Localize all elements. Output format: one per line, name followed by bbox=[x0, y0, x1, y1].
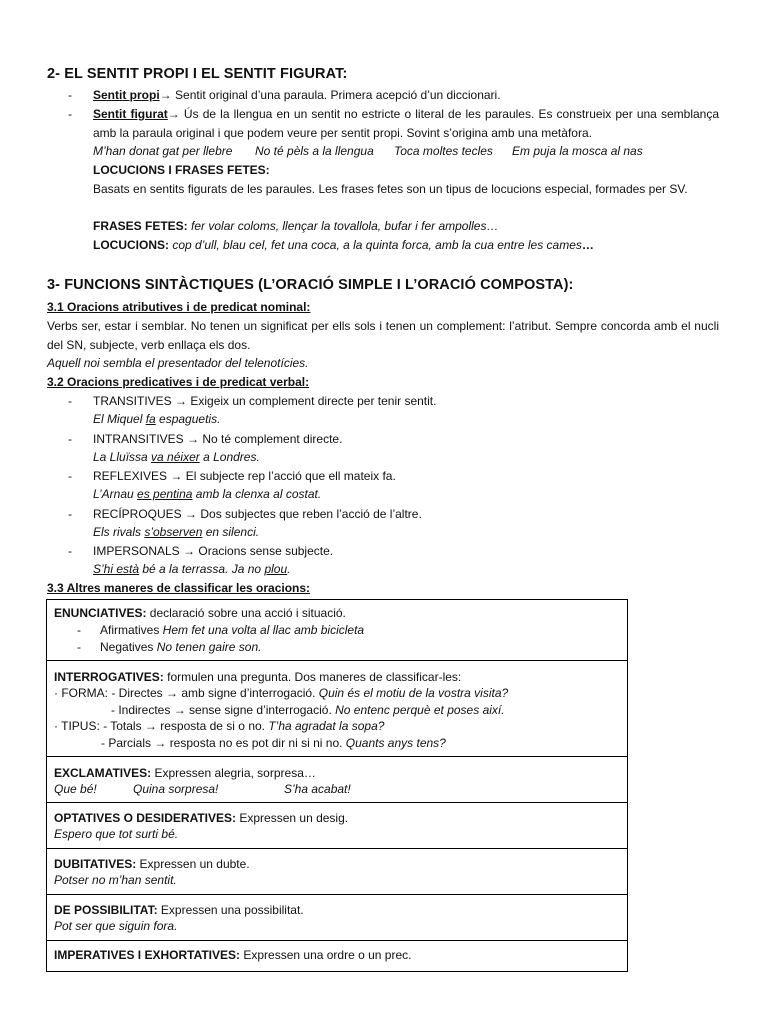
possibilitat-label: DE POSSIBILITAT: bbox=[54, 903, 158, 917]
bullet-dash: - bbox=[68, 88, 72, 102]
enunciatives-label: ENUNCIATIVES: bbox=[54, 606, 147, 620]
intransitives-item bbox=[93, 432, 342, 446]
intransitives-label: INTRANSITIVES bbox=[93, 432, 184, 446]
possibilitat-line bbox=[54, 903, 304, 917]
reflexives-example bbox=[93, 487, 321, 501]
section-3-title: 3- FUNCIONS SINTÀCTIQUES (L’ORACIÓ SIMPLE I L’ORACIÓ COMPOSTA): bbox=[47, 277, 574, 293]
example-1: M’han donat gat per llebre bbox=[93, 144, 233, 158]
transitives-text: Exigeix un complement directe per tenir sentit. bbox=[190, 394, 437, 408]
impersonals-item bbox=[93, 544, 333, 558]
transitives-example bbox=[93, 412, 220, 426]
reflexives-item bbox=[93, 469, 396, 483]
imperatives-box bbox=[46, 940, 628, 972]
frases-fetes-text: fer volar coloms, llençar la tovallola, bufar i fer ampolles… bbox=[187, 219, 499, 233]
dubitatives-label: DUBITATIVES: bbox=[54, 857, 137, 871]
arrow: → bbox=[171, 394, 191, 408]
interrogatives-box bbox=[46, 660, 628, 757]
tipus-totals-example: T’ha agradat la sopa? bbox=[265, 719, 385, 733]
negatives-line bbox=[100, 640, 261, 654]
sentit-propi-text: Sentit original d’una paraula. Primera acepció d’un diccionari. bbox=[175, 88, 501, 102]
example-2: No té pèls a la llengua bbox=[255, 144, 374, 158]
exclamatives-box bbox=[46, 756, 628, 803]
transitives-item bbox=[93, 394, 436, 408]
dubitatives-example: Potser no m’han sentit. bbox=[54, 873, 177, 887]
ellipsis: … bbox=[581, 238, 594, 252]
reflexives-label: REFLEXIVES bbox=[93, 469, 168, 483]
example-pre: La Lluïssa bbox=[93, 450, 152, 464]
bullet-dash: - bbox=[68, 507, 72, 521]
afirmatives-example: Hem fet una volta al llac amb bicicleta bbox=[159, 623, 365, 637]
tipus-totals-label: · TIPUS: - Totals bbox=[54, 719, 142, 733]
locucions-line bbox=[93, 238, 594, 252]
bullet-dash: - bbox=[68, 107, 72, 121]
intransitives-example bbox=[93, 450, 260, 464]
tipus-totals-text: resposta de si o no. bbox=[160, 719, 265, 733]
example-pre: Els rivals bbox=[93, 525, 145, 539]
intransitives-text: No té complement directe. bbox=[202, 432, 343, 446]
sentit-figurat-text: Ús de la llengua en un sentit no estricte o literal de les paraules. Es construeix per una semblança amb la paraula original i que podem veure per sentit propi. Sovint s’origina amb una metàfora. bbox=[93, 107, 720, 140]
arrow: → bbox=[151, 736, 170, 750]
exclamatives-example-1: Que bé! bbox=[54, 782, 97, 796]
example-pre: El Miquel bbox=[93, 412, 146, 426]
example-underlined: es pentina bbox=[137, 487, 193, 501]
example-underlined: s’observen bbox=[144, 525, 203, 539]
impersonals-text: Oracions sense subjecte. bbox=[198, 544, 334, 558]
example-post: espaguetis. bbox=[155, 412, 221, 426]
dubitatives-line bbox=[54, 857, 250, 871]
tipus-parcials-line bbox=[101, 736, 446, 750]
subsection-3-2-heading: 3.2 Oracions predicatives i de predicat verbal: bbox=[47, 375, 310, 389]
reflexives-text: El subjecte rep l’acció que ell mateix fa. bbox=[185, 469, 396, 483]
subsection-3-3-heading: 3.3 Altres maneres de classificar les oracions: bbox=[47, 581, 311, 595]
imperatives-line bbox=[54, 948, 411, 962]
possibilitat-example: Pot ser que siguin fora. bbox=[54, 919, 178, 933]
forma-directes-line bbox=[54, 686, 508, 700]
bullet-dash: - bbox=[68, 544, 72, 558]
optatives-line bbox=[54, 811, 348, 825]
example-post-2: . bbox=[287, 562, 291, 576]
tipus-parcials-label: - Parcials bbox=[101, 736, 152, 750]
bullet-dash: - bbox=[68, 394, 72, 408]
interrogatives-label: INTERROGATIVES: bbox=[54, 670, 164, 684]
example-4: Em puja la mosca al nas bbox=[512, 144, 643, 158]
subsection-3-1-example: Aquell noi sembla el presentador del telenotícies. bbox=[47, 356, 309, 370]
arrow: → bbox=[179, 544, 199, 558]
dubitatives-box bbox=[46, 848, 628, 895]
interrogatives-text: formulen una pregunta. Dos maneres de classificar-les: bbox=[163, 670, 462, 684]
afirmatives-line bbox=[100, 623, 364, 637]
possibilitat-text: Expressen una possibilitat. bbox=[157, 903, 304, 917]
arrow: → bbox=[183, 432, 203, 446]
forma-indirectes-line bbox=[111, 703, 505, 717]
forma-directes-text: amb signe d’interrogació. bbox=[181, 686, 316, 700]
optatives-label: OPTATIVES O DESIDERATIVES: bbox=[54, 811, 237, 825]
bullet-dash: - bbox=[77, 623, 81, 637]
tipus-parcials-example: Quants anys tens? bbox=[342, 736, 446, 750]
locucions-text: Basats en sentits figurats de les paraules. Les frases fetes son un tipus de locucions especial, formades per SV. bbox=[93, 182, 688, 196]
transitives-label: TRANSITIVES bbox=[93, 394, 172, 408]
arrow: → bbox=[167, 107, 184, 121]
impersonals-example bbox=[93, 562, 290, 576]
section-2-title: 2- EL SENTIT PROPI I EL SENTIT FIGURAT: bbox=[47, 66, 348, 82]
negatives-example: No tenen gaire son. bbox=[153, 640, 262, 654]
bullet-dash: - bbox=[77, 640, 81, 654]
forma-directes-example: Quin és el motiu de la vostra visita? bbox=[315, 686, 509, 700]
arrow: → bbox=[141, 719, 161, 733]
example-underlined: S’hi està bbox=[93, 562, 140, 576]
forma-indirectes-label: - Indirectes bbox=[111, 703, 171, 717]
negatives-label: Negatives bbox=[100, 640, 154, 654]
tipus-totals-line bbox=[54, 719, 384, 733]
sentit-propi-item bbox=[93, 88, 501, 102]
enunciatives-line bbox=[54, 606, 346, 620]
impersonals-label: IMPERSONALS bbox=[93, 544, 180, 558]
arrow: → bbox=[181, 507, 201, 521]
example-underlined: fa bbox=[145, 412, 156, 426]
forma-directes-label: · FORMA: - Directes bbox=[54, 686, 163, 700]
example-post: bé a la terrassa. Ja no bbox=[139, 562, 265, 576]
exclamatives-example-3: S’ha acabat! bbox=[284, 782, 351, 796]
exclamatives-text: Expressen alegria, sorpresa… bbox=[151, 766, 316, 780]
locucions-label: LOCUCIONS: bbox=[93, 238, 169, 252]
enunciatives-box bbox=[46, 599, 628, 661]
reciproques-text: Dos subjectes que reben l’acció de l’altre. bbox=[200, 507, 422, 521]
reciproques-example bbox=[93, 525, 259, 539]
afirmatives-label: Afirmatives bbox=[100, 623, 160, 637]
example-3: Toca moltes tecles bbox=[394, 144, 493, 158]
example-post: amb la clenxa al costat. bbox=[192, 487, 322, 501]
reciproques-item bbox=[93, 507, 422, 521]
reciproques-label: RECÍPROQUES bbox=[93, 507, 182, 521]
locucions-text-examples: cop d’ull, blau cel, fet una coca, a la quinta forca, amb la cua entre les cames bbox=[169, 238, 582, 252]
example-post: en silenci. bbox=[202, 525, 260, 539]
imperatives-label: IMPERATIVES I EXHORTATIVES: bbox=[54, 948, 241, 962]
tipus-parcials-text: resposta no es pot dir ni si ni no. bbox=[169, 736, 343, 750]
example-underlined-2: plou bbox=[264, 562, 288, 576]
sentit-figurat-item bbox=[93, 105, 719, 142]
exclamatives-example-2: Quina sorpresa! bbox=[133, 782, 219, 796]
bullet-dash: - bbox=[68, 432, 72, 446]
exclamatives-line bbox=[54, 766, 316, 780]
dubitatives-text: Expressen un dubte. bbox=[136, 857, 250, 871]
interrogatives-line bbox=[54, 670, 461, 684]
possibilitat-box bbox=[46, 894, 628, 941]
frases-fetes-line bbox=[93, 219, 498, 233]
arrow: → bbox=[162, 686, 182, 700]
example-post: a Londres. bbox=[199, 450, 260, 464]
example-pre: L’Arnau bbox=[93, 487, 138, 501]
subsection-3-1-heading: 3.1 Oracions atributives i de predicat nominal: bbox=[47, 300, 311, 314]
enunciatives-text: declaració sobre una acció i situació. bbox=[146, 606, 346, 620]
subsection-3-1-text: Verbs ser, estar i semblar. No tenen un significat per ells sols i tenen un complement: l’atribut. Sempre concorda amb el nucli del SN, subjecte, verb enllaça els dos. bbox=[47, 319, 719, 352]
optatives-box bbox=[46, 802, 628, 849]
imperatives-text: Expressen una ordre o un prec. bbox=[240, 948, 412, 962]
locucions-heading: LOCUCIONS I FRASES FETES: bbox=[93, 163, 270, 177]
arrow: → bbox=[167, 469, 186, 483]
forma-indirectes-example: No entenc perquè et poses així. bbox=[331, 703, 505, 717]
example-underlined: va néixer bbox=[151, 450, 200, 464]
arrow: → bbox=[170, 703, 190, 717]
frases-fetes-label: FRASES FETES: bbox=[93, 219, 188, 233]
optatives-text: Expressen un desig. bbox=[236, 811, 349, 825]
sentit-figurat-term: Sentit figurat bbox=[93, 107, 168, 121]
exclamatives-label: EXCLAMATIVES: bbox=[54, 766, 152, 780]
sentit-propi-term: Sentit propi bbox=[93, 88, 160, 102]
bullet-dash: - bbox=[68, 469, 72, 483]
arrow: → bbox=[159, 88, 176, 102]
optatives-example: Espero que tot surti bé. bbox=[54, 827, 179, 841]
forma-indirectes-text: sense signe d’interrogació. bbox=[189, 703, 332, 717]
